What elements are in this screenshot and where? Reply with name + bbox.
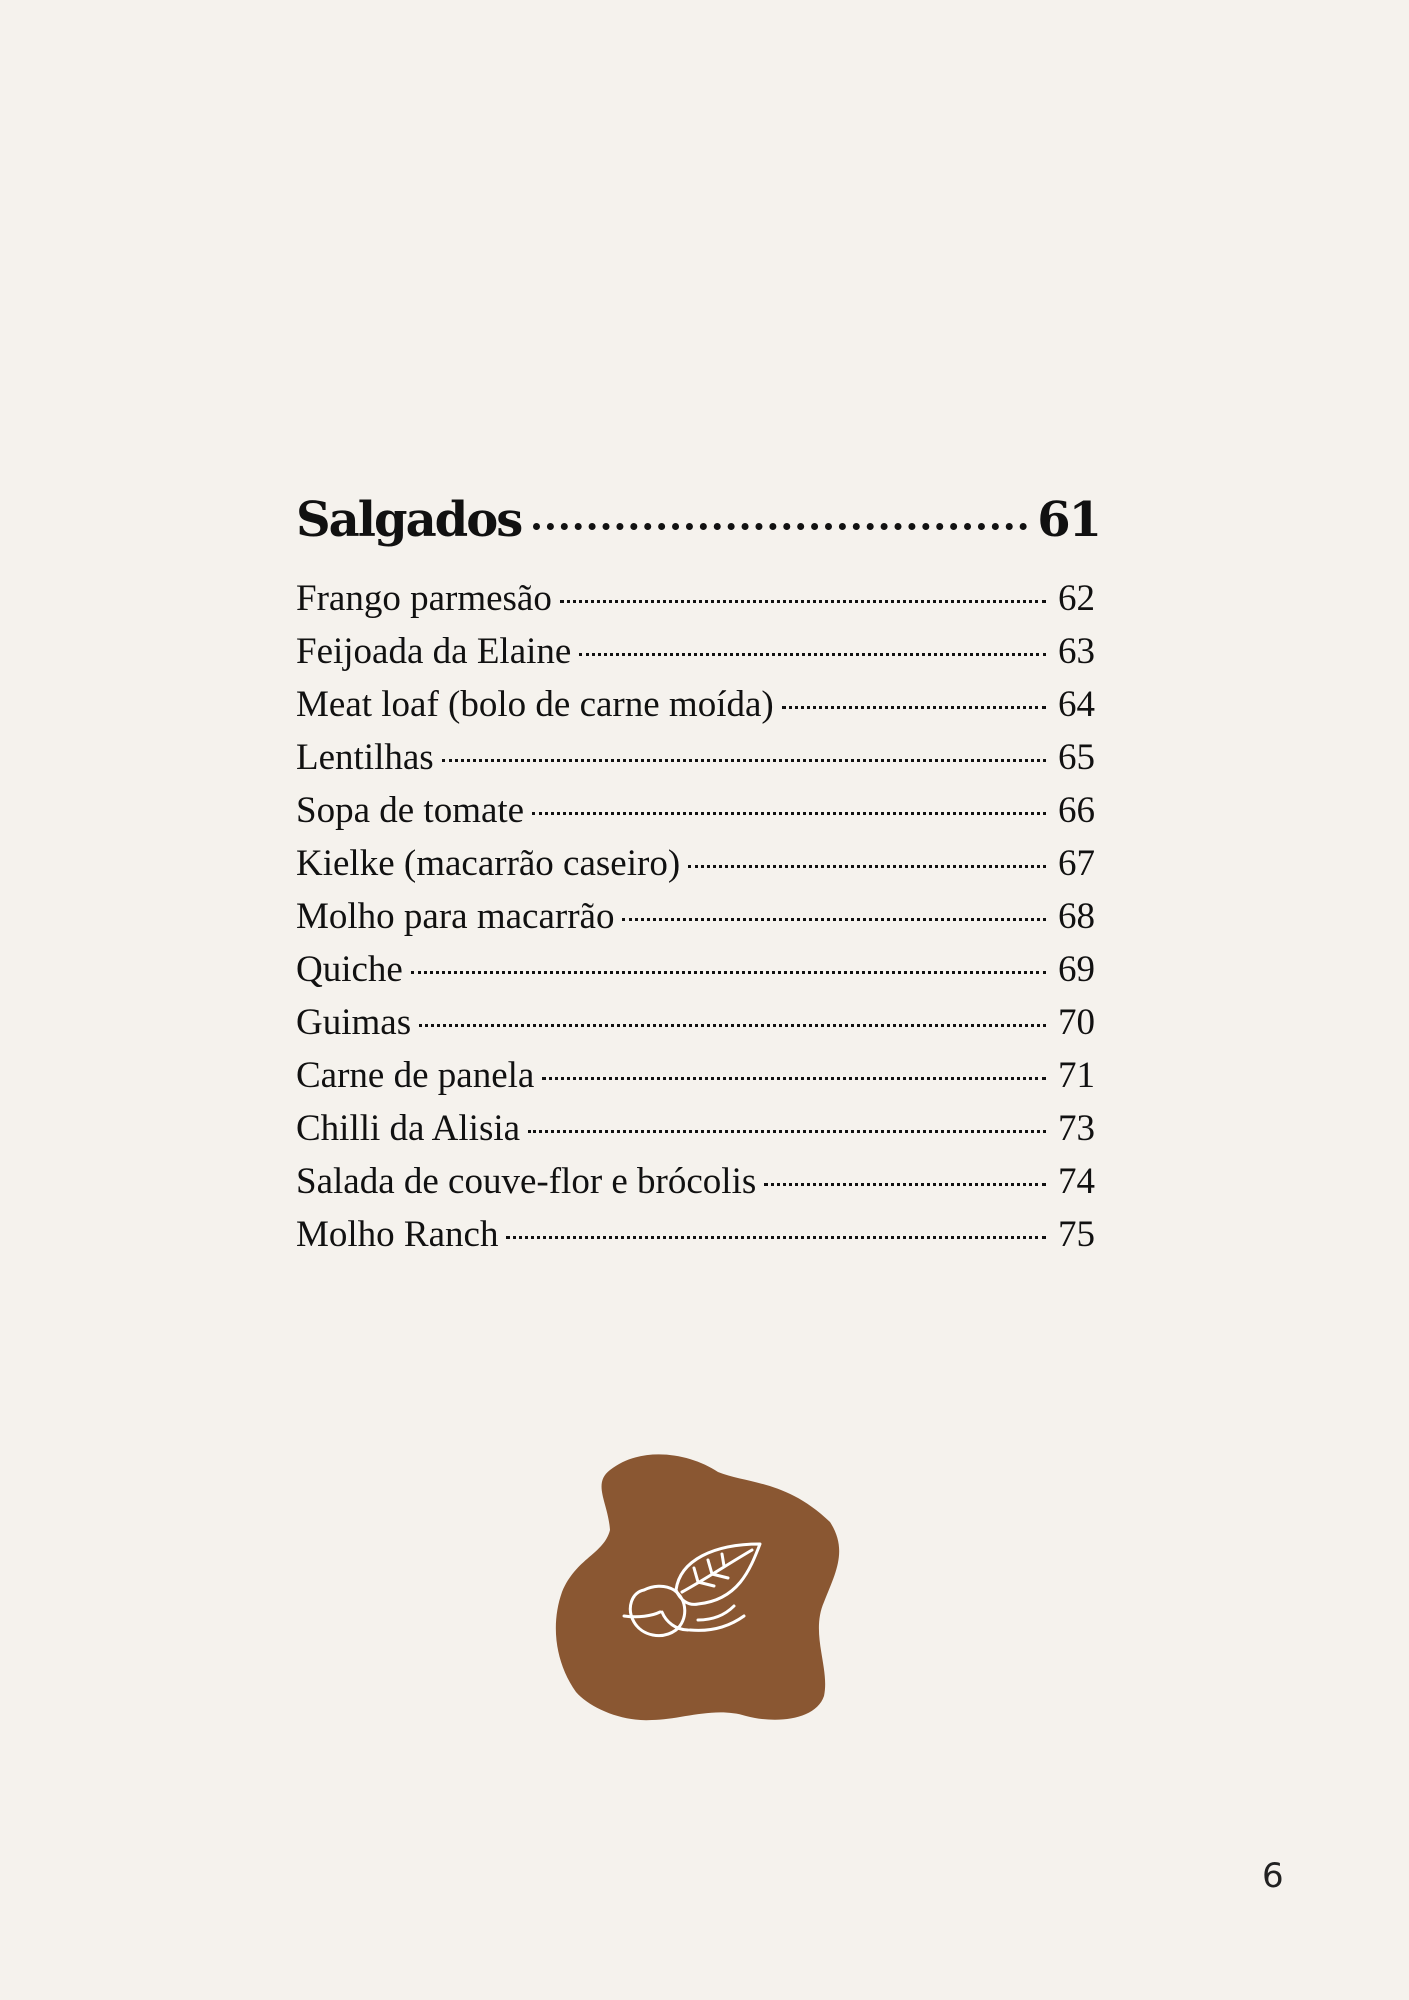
toc-entry-title: Guimas	[296, 1002, 412, 1043]
dot-leader	[782, 706, 1046, 709]
dot-leader	[688, 865, 1046, 868]
toc-entry-page: 62	[1058, 578, 1095, 619]
table-of-contents	[296, 488, 1100, 1261]
dot-leader	[533, 523, 1027, 530]
toc-entry[interactable]	[296, 996, 1100, 1049]
emblem-blob	[556, 1454, 839, 1720]
toc-entry-title: Kielke (macarrão caseiro)	[296, 843, 681, 884]
dot-leader	[532, 812, 1046, 815]
toc-entry-page: 68	[1058, 896, 1095, 937]
toc-entry[interactable]	[296, 1049, 1100, 1102]
toc-entry[interactable]	[296, 625, 1100, 678]
toc-entry[interactable]	[296, 1208, 1100, 1261]
dot-leader	[442, 759, 1046, 762]
toc-entry[interactable]	[296, 678, 1100, 731]
toc-entry[interactable]	[296, 890, 1100, 943]
toc-entry[interactable]	[296, 1155, 1100, 1208]
toc-entry-page: 63	[1058, 631, 1095, 672]
page-number: 6	[1262, 1856, 1284, 1896]
section-page-number: 61	[1037, 492, 1100, 548]
toc-entry-title: Molho para macarrão	[296, 896, 615, 937]
toc-entry[interactable]	[296, 1102, 1100, 1155]
toc-entry-page: 71	[1058, 1055, 1095, 1096]
toc-entry-title: Chilli da Alisia	[296, 1108, 521, 1149]
toc-entry[interactable]	[296, 837, 1100, 890]
toc-entry-page: 74	[1058, 1161, 1095, 1202]
toc-entry-title: Quiche	[296, 949, 403, 990]
toc-entry-page: 66	[1058, 790, 1095, 831]
dot-leader	[622, 918, 1046, 921]
toc-entry-page: 65	[1058, 737, 1095, 778]
section-title: Salgados	[296, 492, 522, 548]
toc-entry-page: 75	[1058, 1214, 1095, 1255]
toc-entry-page: 67	[1058, 843, 1095, 884]
onion-leaf-icon	[548, 1440, 848, 1730]
toc-entry-title: Frango parmesão	[296, 578, 552, 619]
toc-entry[interactable]	[296, 943, 1100, 996]
toc-entry-page: 64	[1058, 684, 1095, 725]
dot-leader	[542, 1077, 1046, 1080]
dot-leader	[764, 1183, 1046, 1186]
dot-leader	[419, 1024, 1046, 1027]
toc-entry[interactable]	[296, 731, 1100, 784]
toc-entry-title: Lentilhas	[296, 737, 434, 778]
toc-entry[interactable]	[296, 784, 1100, 837]
toc-entry[interactable]	[296, 572, 1100, 625]
dot-leader	[411, 971, 1046, 974]
toc-entry-title: Salada de couve-flor e brócolis	[296, 1161, 757, 1202]
toc-entry-page: 70	[1058, 1002, 1095, 1043]
dot-leader	[528, 1130, 1046, 1133]
toc-entry-title: Carne de panela	[296, 1055, 535, 1096]
toc-entry-title: Meat loaf (bolo de carne moída)	[296, 684, 774, 725]
dot-leader	[579, 653, 1046, 656]
dot-leader	[560, 600, 1046, 603]
toc-entry-page: 69	[1058, 949, 1095, 990]
toc-entry-title: Sopa de tomate	[296, 790, 525, 831]
toc-entry-title: Feijoada da Elaine	[296, 631, 572, 672]
toc-entry-page: 73	[1058, 1108, 1095, 1149]
dot-leader	[506, 1236, 1046, 1239]
section-heading[interactable]	[296, 488, 1100, 552]
toc-entry-list	[296, 572, 1100, 1261]
toc-entry-title: Molho Ranch	[296, 1214, 499, 1255]
